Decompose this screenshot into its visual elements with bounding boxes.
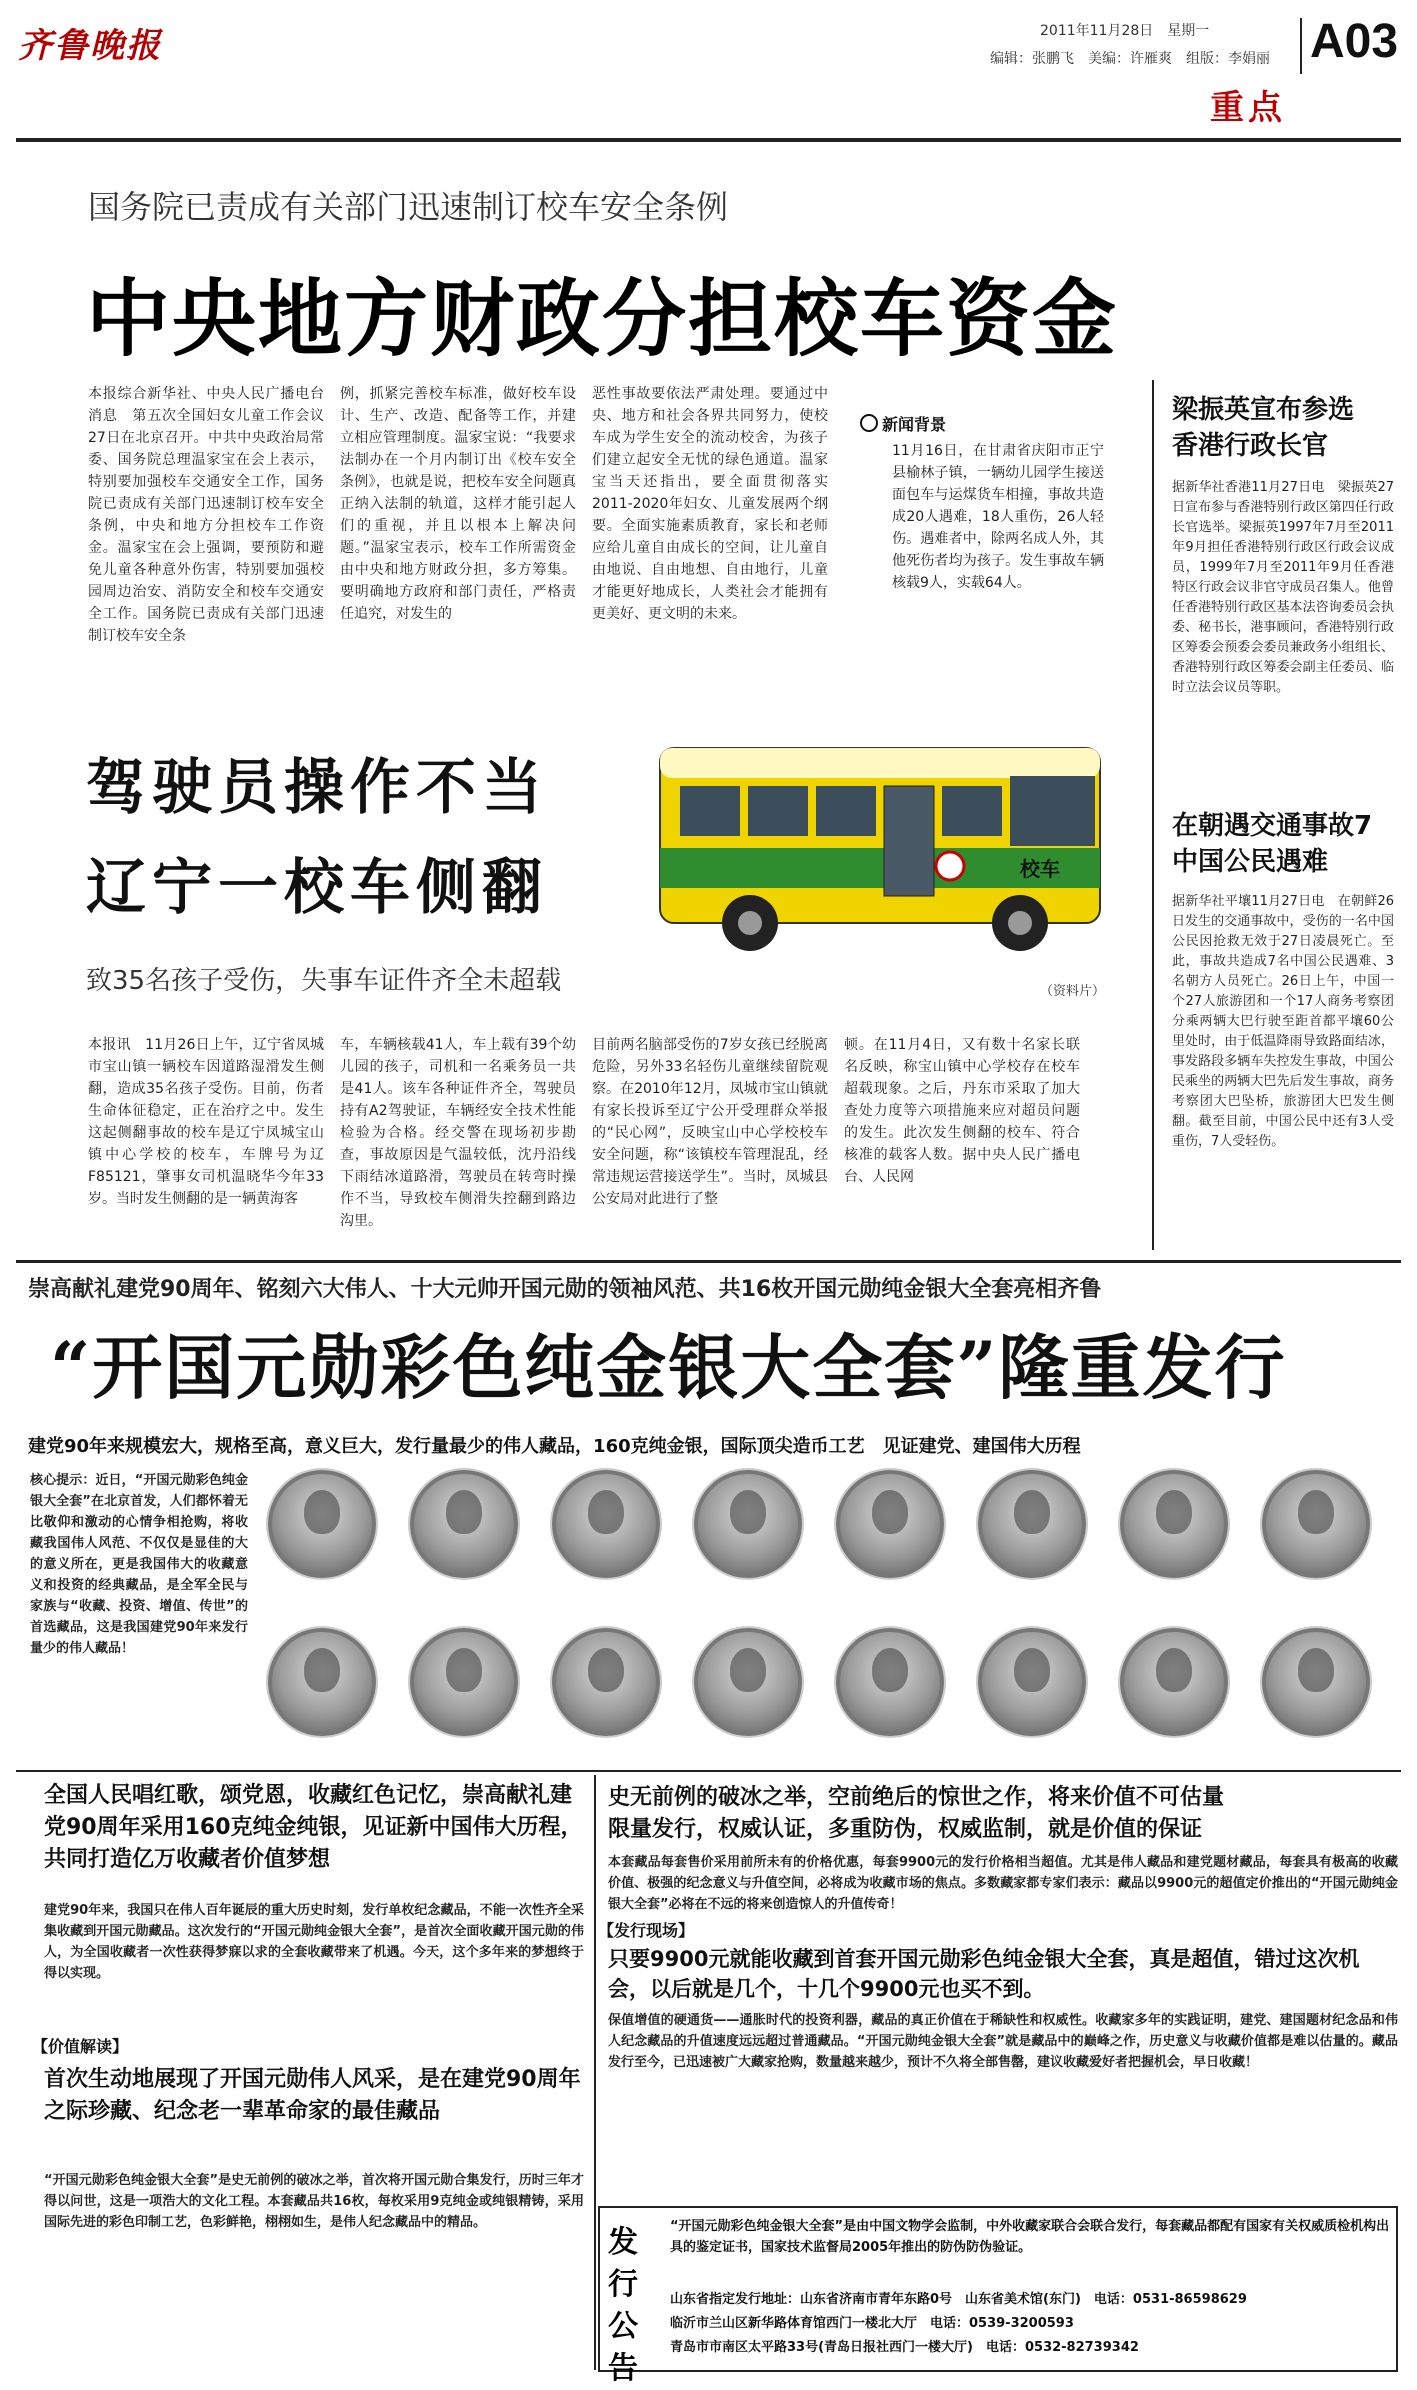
ad-right-text: 本套藏品每套售价采用前所未有的价格优惠，每套9900元的发行价格相当超值。尤其是伟人藏品和建党题材藏品，每套具有极高的收藏价值、极强的纪念意义与升值空间，必将成为收藏市场的焦点。多数藏家都专家们表示：藏品以9900元的超值定价推出的“开国元勋纯金银大全套”必将在不远的将来创造惊人的升值传奇！ [608, 1855, 1398, 1912]
portrait-6 [978, 1470, 1086, 1578]
ad-value-text: “开国元勋彩色纯金银大全套”是史无前例的破冰之举，首次将开国元勋合集发行，历时三年才得以问世，这是一项浩大的文化工程。本套藏品共16枚，每枚采用9克纯金或纯银精铸，采用国际先进的彩色印制工艺，色彩鲜艳，栩栩如生，是伟人纪念藏品中的精品。 [44, 2173, 584, 2230]
sidebar-divider [1152, 380, 1154, 1250]
sidebar-headline-1: 梁振英宣布参选香港行政长官 [1172, 395, 1355, 461]
page-number: A03 [1310, 15, 1399, 68]
sidebar-headline-2: 在朝遇交通事故7中国公民遇难 [1172, 811, 1373, 877]
bus-headline-line1: 驾驶员操作不当 [86, 753, 548, 823]
page-editors: 编辑：张鹏飞 美编：许雁爽 组版：李娟丽 [990, 51, 1270, 67]
sidebar-text-1: 据新华社香港11月27日电 梁振英27日宣布参与香港特别行政区第四任行政长官选举。梁振英1997年7月至2011年9月担任香港特别行政区行政会议成员，1999年7月至2011年9月任香港特区行政会议非官守成员召集人。他曾任香港特别行政区基本法咨询委员会执委、秘书长，港事顾问，香港特别行政区筹委会预委会委员兼政务小组组长、香港特别行政区筹委会副主任委员、临时立法会议员等职。 [1172, 480, 1394, 695]
ad-issue-text: 保值增值的硬通货——通胀时代的投资利器，藏品的真正价值在于稀缺性和权威性。收藏家多年的实践证明，建党、建国题材纪念品和伟人纪念藏品的升值速度远远超过普通藏品。“开国元勋纯金银大全套”就是藏品中的巅峰之作，历史意义与收藏价值都是难以估量的。藏品发行至今，已迅速被广大藏家抢购，数量越来越少，预计不久将全部售罄，建议收藏爱好者把握机会，早日收藏！ [608, 2013, 1398, 2070]
bus-column-2: 车，车辆核载41人，车上载有39个幼儿园的孩子，司机和一名乘务员一共是41人。该车各种证件齐全，驾驶员持有A2驾驶证，车辆经安全技术性能检验为合格。经交警在现场初步勘查，事故原因是气温较低，沈丹沿线下雨结冰道路滑，驾驶员在转弯时操作不当，导致校车侧滑失控翻到路边沟里。 [340, 1037, 576, 1229]
masthead-rule [16, 138, 1401, 142]
portrait-4 [694, 1470, 802, 1578]
ad-notice-label: 发行公告 [608, 2225, 638, 2386]
portrait-8 [1262, 1470, 1370, 1578]
ad-notice-line1: “开国元勋彩色纯金银大全套”是由中国文物学会监制，中外收藏家联合会联合发行，每套藏品都配有国家有关权威质检机构出具的鉴定证书，国家技术监督局2005年推出的防伪防伪验证。 [670, 2219, 1390, 2255]
portrait-11 [552, 1628, 660, 1736]
ad-issue-headline: 只要9900元就能收藏到首套开国元勋彩色纯金银大全套，真是超值，错过这次机会，以后就是几个，十几个9900元也买不到。 [608, 1947, 1360, 2001]
news-ad-rule [16, 1260, 1401, 1263]
main-column-2: 例，抓紧完善校车标准，做好校车设计、生产、改造、配备等工作，并建立相应管理制度。温家宝说：“我要求法制办在一个月内制订出《校车安全条例》，也就是说，把校车安全问题真正纳入法制的轨道，这样才能引起人们的重视，并且以根本上解决问题。”温家宝表示，校车工作所需资金由中央和地方财政分担，多方筹集。要明确地方政府和部门责任，严格责任追究，对发生的 [340, 386, 576, 622]
ad-left-title: 全国人民唱红歌，颂党恩，收藏红色记忆，崇高献礼建党90周年采用160克纯金纯银，见证新中国伟大历程，共同打造亿万收藏者价值梦想 [44, 1783, 583, 1872]
ad-right-title2: 限量发行，权威认证，多重防伪，权威监制，就是价值的保证 [608, 1817, 1203, 1842]
news-background-label: 新闻背景 [860, 412, 946, 435]
portrait-7 [1120, 1470, 1228, 1578]
main-kicker: 国务院已责成有关部门迅速制订校车安全条例 [88, 188, 729, 226]
portrait-16 [1262, 1628, 1370, 1736]
portrait-1 [268, 1470, 376, 1578]
portrait-9 [268, 1628, 376, 1736]
bus-column-4: 顿。在11月4日，又有数十名家长联名反映，称宝山镇中心学校存在校车超载现象。之后，丹东市采取了加大查处力度等六项措施来应对超员问题的发生。此次发生侧翻的校车、符合核准的载客人数。据中央人民广播电台、人民网 [844, 1037, 1080, 1185]
bus-headline-line2: 辽宁一校车侧翻 [86, 853, 548, 923]
portrait-14 [978, 1628, 1086, 1736]
ad-subline: 建党90年来规模宏大，规格至高，意义巨大，发行量最少的伟人藏品，160克纯金银，国际顶尖造币工艺 见证建党、建国伟大历程 [28, 1436, 1081, 1457]
circle-bullet-icon [860, 414, 878, 432]
ad-column-rule [594, 1775, 596, 2370]
news-background-text: 11月16日，在甘肃省庆阳市正宁县榆林子镇，一辆幼儿园学生接送面包车与运煤货车相撞，事故共造成20人遇难，18人重伤，26人轻伤。遇难者中，除两名成人外，其他死伤者均为孩子。发生事故车辆核载9人，实载64人。 [892, 443, 1104, 591]
ad-value-title: 首次生动地展现了开国元勋伟人风采，是在建党90周年之际珍藏、纪念老一辈革命家的最佳藏品 [44, 2067, 581, 2124]
portrait-2 [410, 1470, 518, 1578]
ad-headline: “开国元勋彩色纯金银大全套”隆重发行 [50, 1326, 1287, 1409]
photo-credit: （资料片） [1040, 984, 1106, 999]
portrait-15 [1120, 1628, 1228, 1736]
main-column-1: 本报综合新华社、中央人民广播电台消息 第五次全国妇女儿童工作会议27日在北京召开。中共中央政治局常委、国务院总理温家宝在会上表示，特别要加强校车交通安全工作，国务院已责成有关部门迅速制订校车安全条例，中央和地方分担校车工作资金。温家宝在会上强调，要预防和避免儿童各种意外伤害，特别要加强校园周边治安、消防安全和校车交通安全工作。国务院已责成有关部门迅速制订校车安全条 [88, 386, 324, 644]
portrait-5 [836, 1470, 944, 1578]
bus-side-text: 校车 [1020, 857, 1060, 881]
newspaper-logo: 齐鲁晚报 [18, 26, 162, 66]
issue-date: 2011年11月28日 星期一 [1040, 23, 1210, 39]
ad-right-title: 史无前例的破冰之举，空前绝后的惊世之作，将来价值不可估量 [608, 1785, 1225, 1810]
portrait-13 [836, 1628, 944, 1736]
portrait-3 [552, 1470, 660, 1578]
masthead-divider [1300, 18, 1302, 74]
ad-issue-label: 【发行现场】 [598, 1921, 695, 1940]
ad-notice-box [598, 2206, 1398, 2386]
bus-column-3: 目前两名脑部受伤的7岁女孩已经脱离危险，另外33名轻伤儿童继续留院观察。在2010年12月，凤城市宝山镇就有家长投诉至辽宁公开受理群众举报的“民心网”，反映宝山中心学校校车安全问题，称“该镇校车管理混乱，经常违规运营接送学生”。当时，凤城县公安局对此进行了整 [592, 1037, 828, 1207]
ad-core-hint: 核心提示：近日，“开国元勋彩色纯金银大全套”在北京首发，人们都怀着无比敬仰和激动的心情争相抢购，将收藏我国伟人风范、不仅仅是显佳的大的意义所在，更是我国伟大的收藏意义和投资的经典藏品，是全军全民与家族与“收藏、投资、增值、传世”的首选藏品，这是我国建党90年来发行量少的伟人藏品！ [30, 1473, 248, 1656]
bus-column-1: 本报讯 11月26日上午，辽宁省凤城市宝山镇一辆校车因道路湿滑发生侧翻，造成35名孩子受伤。目前，伤者生命体征稳定，正在治疗之中。发生这起侧翻事故的校车是辽宁凤城宝山镇中心学校的校车，车牌号为辽F85121，肇事女司机温晓华今年33岁。当时发生侧翻的是一辆黄海客 [88, 1037, 324, 1207]
bus-subhead: 致35名孩子受伤，失事车证件齐全未超载 [86, 966, 562, 996]
ad-left-text: 建党90年来，我国只在伟人百年诞辰的重大历史时刻，发行单枚纪念藏品，不能一次性齐全采集收藏到开国元勋藏品。这次发行的“开国元勋纯金银大全套”，是首次全面收藏开国元勋的伟人，为全国收藏者一次性获得梦寐以求的全套收藏带来了机遇。今天，这个多年来的梦想终于得以实现。 [44, 1903, 584, 1981]
main-column-3: 恶性事故要依法严肃处理。要通过中央、地方和社会各界共同努力，使校车成为学生安全的流动校舍，为孩子们建立起安全无忧的绿色通道。温家宝当天还指出，要全面贯彻落实2011-2020年妇女、儿童发展两个纲要。全面实施素质教育，家长和老师应给儿童自由成长的空间，让儿童自由地说、自由地想、自由地行，儿童才能更好地成长，人类社会才能拥有更美好、更文明的未来。 [592, 386, 828, 622]
main-headline: 中央地方财政分担校车资金 [86, 270, 1119, 368]
ad-notice-line4: 青岛市市南区太平路33号(青岛日报社西门一楼大厅) 电话：0532-82739342 [670, 2340, 1139, 2355]
portrait-12 [694, 1628, 802, 1736]
ad-notice-line3: 临沂市兰山区新华路体育馆西门一楼北大厅 电话：0539-3200593 [670, 2316, 1074, 2331]
school-bus-photo [650, 728, 1110, 958]
ad-notice-line2: 山东省指定发行地址：山东省济南市青年东路0号 山东省美术馆(东门) 电话：0531-86598629 [670, 2292, 1247, 2307]
ad-top-banner: 崇高献礼建党90周年、铭刻六大伟人、十大元帅开国元勋的领袖风范、共16枚开国元勋纯金银大全套亮相齐鲁 [28, 1277, 1102, 1302]
portrait-10 [410, 1628, 518, 1736]
ad-value-label: 【价值解读】 [32, 2037, 129, 2056]
sidebar-text-2: 据新华社平壤11月27日电 在朝鲜26日发生的交通事故中，受伤的一名中国公民因抢救无效于27日凌晨死亡。至此，事故共造成7名中国公民遇难、3名朝方人员死亡。26日上午，中国一个27人旅游团和一个17人商务考察团分乘两辆大巴行驶至距首都平壤60公里处时，由于低温降雨导致路面结冰，事发路段多辆车失控发生事故，中国公民乘坐的两辆大巴先后发生事故，商务考察团大巴坠桥，旅游团大巴发生侧翻。截至目前，中国公民中还有3人受重伤，7人受轻伤。 [1172, 894, 1394, 1149]
section-label: 重点 [1210, 88, 1286, 128]
ad-grid-rule [16, 1770, 1401, 1772]
